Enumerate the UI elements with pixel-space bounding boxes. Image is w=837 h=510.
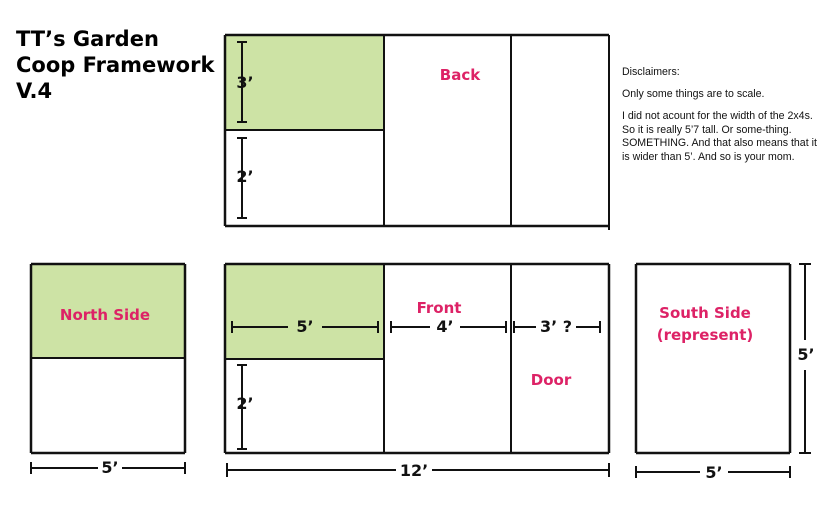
north-width-label: 5’ (101, 458, 119, 477)
front-dim-2ft-label: 2’ (236, 394, 254, 413)
door-label: Door (530, 371, 572, 389)
front-green-panel (225, 264, 384, 359)
title-line-3: V.4 (16, 79, 53, 103)
back-dim-2ft-label: 2’ (236, 167, 254, 186)
front-dim-4ft-label: 4’ (436, 317, 454, 336)
title-line-2: Coop Framework (16, 53, 215, 77)
south-height-label: 5’ (797, 345, 815, 364)
front-dim-3ft-label: 3’ ? (539, 317, 573, 336)
front-total-width-label: 12’ (399, 461, 429, 480)
disclaimers-scale-note: Only some things are to scale. (622, 88, 765, 100)
back-dim-3ft-label: 3’ (236, 73, 254, 92)
south-side-view (636, 264, 811, 478)
north-side-label: North Side (59, 306, 151, 324)
south-side-label-line-1: South Side (659, 304, 751, 322)
front-label: Front (416, 299, 462, 317)
disclaimers-paragraph: I did not acount for the width of the 2x4s. So it is really 5’7 tall. Or some-thing. SOMETHING. And that also means that it is wider than 5’. And so is your mom. (622, 110, 817, 163)
front-dim-5ft-label: 5’ (296, 317, 314, 336)
south-side-label-line-2: (represent) (656, 326, 754, 344)
north-side-view (31, 264, 185, 474)
disclaimers-heading: Disclaimers: (622, 66, 680, 78)
title-line-1: TT’s Garden (16, 27, 159, 51)
south-width-label: 5’ (705, 463, 723, 482)
back-view (225, 35, 609, 230)
back-label: Back (439, 66, 481, 84)
